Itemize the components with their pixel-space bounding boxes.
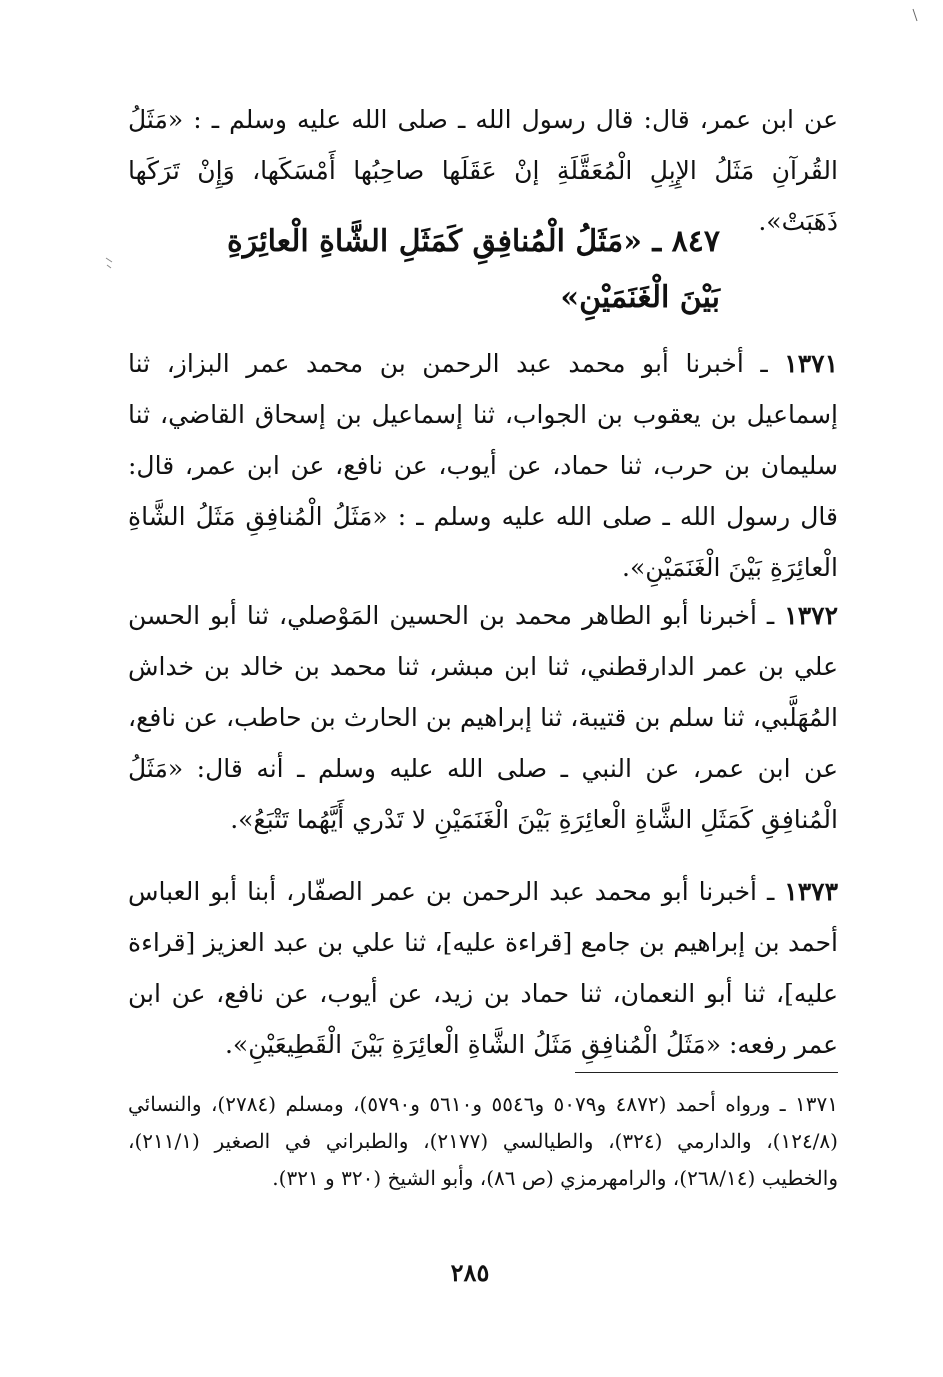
hadith-paragraph — [128, 866, 838, 1070]
hadith-text: ـ أخبرنا أبو محمد عبد الرحمن بن عمر الصفّار، أبنا أبو العباس أحمد بن إبراهيم بن جامع [قراءة عليه]، ثنا علي بن عبد العزيز [قراءة عليه]، ثنا أبو النعمان، ثنا حماد بن زيد، عن أيوب، عن نافع، عن ابن عمر رفعه: «مَثَلُ الْمُنافِقِ مَثَلُ الشَّاةِ الْعائِرَةِ بَيْنَ الْقَطِيعَيْنِ». — [128, 877, 838, 1059]
intro-text: عن ابن عمر، قال: قال رسول الله ـ صلى الله عليه وسلم ـ : «مَثَلُ القُرآنِ مَثَلُ الإِبِلِ الْمُعَقَّلَةِ إنْ عَقَلَها صاحِبُها أَمْسَكَها، وَإِنْ تَرَكَها ذَهَبَتْ». — [128, 105, 838, 236]
hadith-paragraph — [128, 338, 838, 593]
footnote-divider — [575, 1072, 838, 1073]
chapter-title: ـ «مَثَلُ الْمُنافِقِ كَمَثَلِ الشَّاةِ الْعائِرَةِ بَيْنَ الْغَنَمَيْنِ» — [227, 224, 720, 315]
page-number: ٢٨٥ — [450, 1258, 490, 1287]
hadith-number: ١٣٧١ — [784, 349, 838, 378]
footnote-text: ١٣٧١ ـ ورواه أحمد (٤٨٧٢ و٥٠٧٩ و٥٥٤٦ و٥٦١٠ و٥٧٩٠)، ومسلم (٢٧٨٤)، والنسائي (١٢٤/٨)، والدارمي (٣٢٤)، والطيالسي (٢١٧٧)، والطبراني في الصغير (٢١١/١)، والخطيب (٢٦٨/١٤)، والرامهرمزي (ص ٨٦)، وأبو الشيخ (٣٢٠ و ٣٢١). — [128, 1092, 839, 1190]
scan-mark — [104, 256, 114, 270]
hadith-text: ـ أخبرنا أبو محمد عبد الرحمن بن محمد عمر البزاز، ثنا إسماعيل بن يعقوب بن الجواب، ثنا إسماعيل بن إسحاق القاضي، ثنا سليمان بن حرب، ثنا حماد، عن أيوب، عن نافع، عن ابن عمر، قال: قال رسول الله ـ صلى الله عليه وسلم ـ : «مَثَلُ الْمُنافِقِ مَثَلُ الشَّاةِ الْعائِرَةِ بَيْنَ الْغَنَمَيْنِ». — [128, 349, 838, 582]
scan-mark — [912, 8, 918, 22]
hadith-number: ١٣٧٣ — [784, 877, 839, 906]
hadith-number: ١٣٧٢ — [784, 601, 838, 630]
footnote — [128, 1086, 838, 1197]
chapter-number: ٨٤٧ — [671, 224, 720, 259]
hadith-text: ـ أخبرنا أبو الطاهر محمد بن الحسين المَوْصلي، ثنا أبو الحسن علي بن عمر الدارقطني، ثنا ابن مبشر، ثنا محمد بن خالد بن خداش المُهَلَّبي، ثنا سلم بن قتيبة، ثنا إبراهيم بن الحارث بن حاطب، عن نافع، عن ابن عمر، عن النبي ـ صلى الله عليه وسلم ـ أنه قال: «مَثَلُ الْمُنافِقِ كَمَثَلِ الشَّاةِ الْعائِرَةِ بَيْنَ الْغَنَمَيْنِ لا تَدْري أَيَّهُما تَتْبَعُ». — [128, 601, 838, 834]
chapter-heading — [200, 214, 720, 326]
hadith-paragraph — [128, 590, 838, 845]
